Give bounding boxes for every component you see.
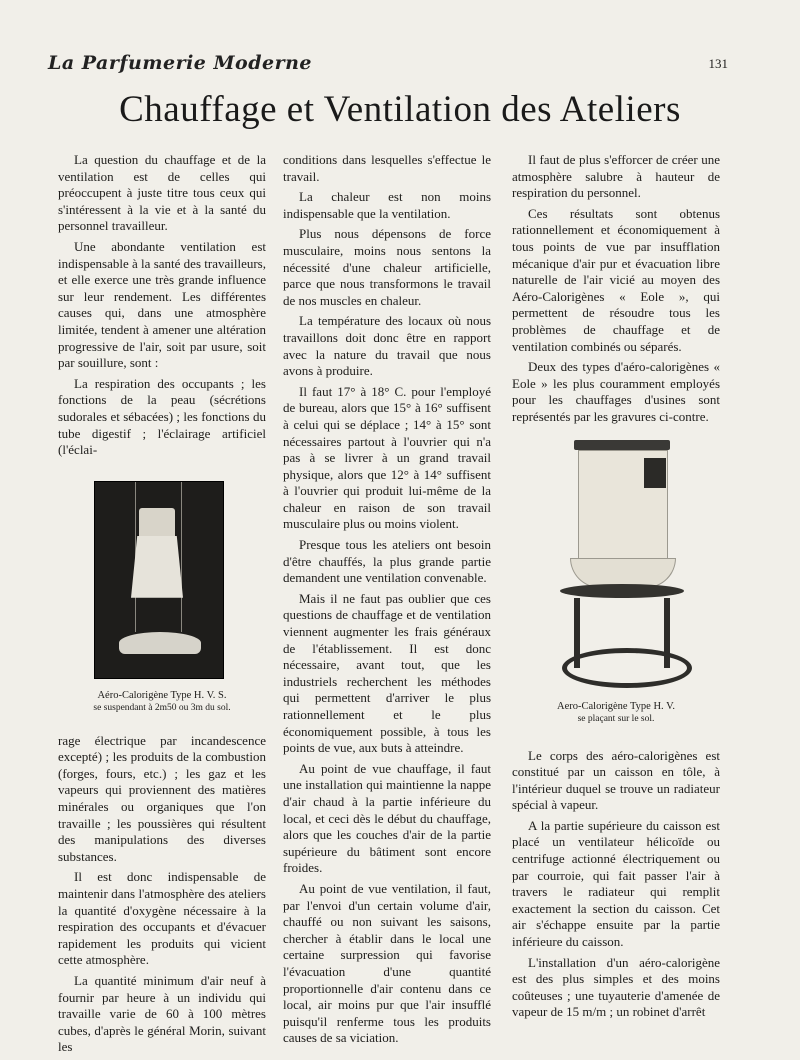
paragraph: rage électrique par incandescence excepté) ; les produits de la combustion (forges, fours, etc.) ; les gaz et les vapeurs qui proviennent des matières minérales ou organiques que l'on travaille ; les poussières qui résultent des manipulations des diverses substances.	[58, 732, 266, 864]
paragraph: La question du chauffage et de la ventilation est de celles qui préoccupent à juste titre tous ceux qui s'intéressent à la vie et à la santé du personnel travailleur.	[58, 152, 266, 234]
paragraph: La chaleur est non moins indispensable que la ventilation.	[283, 189, 491, 221]
column-3	[512, 152, 720, 1025]
heater-diffuser	[119, 632, 201, 654]
paragraph: Il faut 17° à 18° C. pour l'employé de bureau, alors que 15° à 16° suffisent à celui qui se déplace ; 14° à 15° sont nécessaires partout à l'ouvrier qui n'a pas à se livrer à un grand travail physique, alors que 12° à 14° suffisent à l'ouvrier qui produit lui-même de la chaleur en raison de son travail musculaire plus ou moins violent.	[283, 383, 491, 532]
figure-caption	[58, 689, 266, 715]
floor-heater-photo	[552, 440, 692, 690]
stand-foot-ring	[562, 648, 692, 688]
paragraph: Deux des types d'aéro-calorigènes « Eole » les plus couramment employés pour les chauffages d'usines sont représentés par les gravures ci-contre.	[512, 359, 720, 424]
paragraph: La respiration des occupants ; les fonctions de la peau (sécrétions sudorales et sébacées) ; les fonctions du tube digestif ; l'éclairage artificiel (l'éclai-	[58, 375, 266, 458]
suspension-rod	[181, 482, 182, 632]
paragraph: Il est donc indispensable de maintenir dans l'atmosphère des ateliers la quantité d'oxygène nécessaire à la respiration des occupants et d'évacuer rapidement les produits qui vicient cette atmosphère.	[58, 869, 266, 968]
heater-skirt	[570, 558, 676, 588]
column-2	[283, 152, 491, 1051]
caption-title: Aéro-Calorigène Type H. V. S.	[97, 689, 227, 701]
paragraph: La température des locaux où nous travaillons doit donc être en rapport avec la nature du travail que nous avons à produire.	[283, 313, 491, 379]
paragraph: conditions dans lesquelles s'effectue le travail.	[283, 152, 491, 184]
paragraph: Mais il ne faut pas oublier que ces questions de chauffage et de ventilation viennent augmenter les frais généraux de l'établissement. Il est donc nécessaire, avant tout, que les industriels recherchent les méthodes qui permettent d'arriver le plus rationnellement et le plus économiquement possible, à tous les points de vue, aux buts à atteindre.	[283, 590, 491, 756]
suspended-heater-photo	[94, 481, 224, 679]
page-number: 131	[708, 56, 728, 71]
paragraph: Une abondante ventilation est indispensable à la santé des travailleurs, et elle exerce une très grande influence sur leur rendement. Les différentes causes qui, dans une atmosphère limitée, tendent à amener une altération progressive de l'air, soit par usure, soit par souillure, sont :	[58, 238, 266, 371]
paragraph: A la partie supérieure du caisson est placé un ventilateur hélicoïde ou centrifuge actionné électriquement ou par courroie, qui fait passer l'air à travers le radiateur qui remplit exactement la section du caisson. Cet air s'échappe ensuite par la partie inférieure du caisson.	[512, 817, 720, 950]
motor-box	[644, 458, 666, 488]
paragraph: La quantité minimum d'air neuf à fournir par heure à un individu qui travaille varie de 60 à 100 mètres cubes, d'après le général Morin, suivant les	[58, 973, 266, 1055]
heater-lid	[574, 440, 670, 450]
caption-subtitle: se plaçant sur le sol.	[577, 713, 655, 724]
paragraph: L'installation d'un aéro-calorigène est des plus simples et des moins coûteuses ; une tuyauterie d'amenée de vapeur de 15 m/m ; un robinet d'arrêt	[512, 954, 720, 1020]
paragraph: Au point de vue chauffage, il faut une installation qui maintienne la nappe d'air chaud à la partie inférieure du local, et ceci dès le début du chauffage, alors que les couches d'air de la partie supérieure du bâtiment sont encore froides.	[283, 760, 491, 876]
column-1	[58, 152, 266, 1060]
article-title: Chauffage et Ventilation des Ateliers	[119, 89, 681, 130]
paragraph: Au point de vue ventilation, il faut, par l'envoi d'un certain volume d'air, chauffé ou non suivant les saisons, chercher à établir dans le local une certaine surpression qui favorise l'évacuation d'une quantité proportionnelle d'air contenu dans ce local, air moins pur que l'air insufflé puisqu'il renferme tous les produits causes de sa viciation.	[283, 880, 491, 1046]
caption-title: Aero-Calorigène Type H. V.	[557, 700, 675, 712]
caption-subtitle: se suspendant à 2m50 ou 3m du sol.	[93, 702, 231, 713]
running-title: La Parfumerie Moderne	[48, 52, 312, 74]
paragraph: Ces résultats sont obtenus rationnellement et économiquement à tous points de vue par insufflation mécanique d'air pur et évacuation libre naturelle de l'air vicié au moyen des Aéro-Calorigènes « Eole », qui permettent de résoudre tous les problèmes de chauffage et de ventilation combinés ou séparés.	[512, 205, 720, 354]
heater-body	[131, 536, 183, 598]
heater-fan-housing	[139, 508, 175, 536]
paragraph: Presque tous les ateliers ont besoin d'être chauffés, la plus grande partie demandent une ventilation convenable.	[283, 537, 491, 586]
paragraph: Le corps des aéro-calorigènes est constitué par un caisson en tôle, à l'intérieur duquel se trouve un radiateur spécial à vapeur.	[512, 747, 720, 813]
paragraph: Il faut de plus s'efforcer de créer une atmosphère salubre à hauteur de respiration du personnel.	[512, 152, 720, 201]
figure-caption	[512, 700, 720, 726]
stand-ring	[560, 584, 684, 598]
paragraph: Plus nous dépensons de force musculaire, moins nous sentons la nécessité d'une chaleur artificielle, parce que nous transformons le travail de nos muscles en chaleur.	[283, 226, 491, 308]
